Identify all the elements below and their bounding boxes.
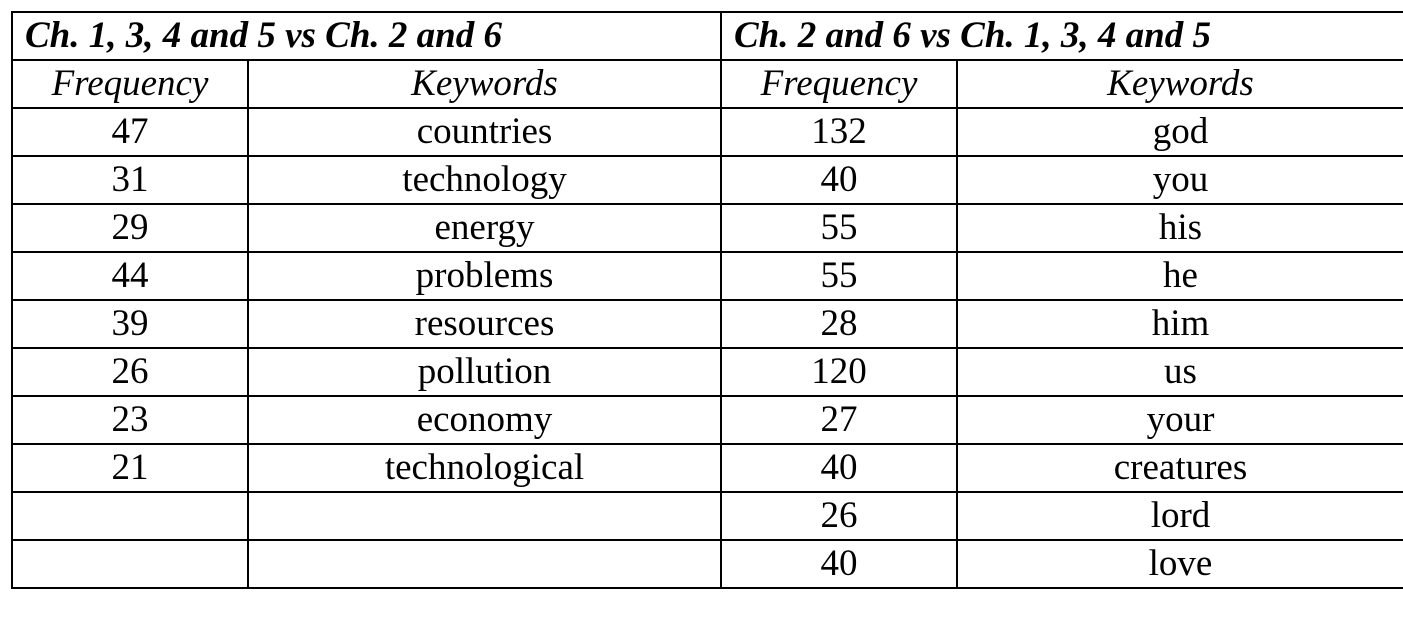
keyword-right-cell: god [957,108,1403,156]
table-row [12,300,1403,348]
keyword-left-cell: technology [248,156,721,204]
keyword-right-cell: you [957,156,1403,204]
table-row [12,204,1403,252]
table-body [12,12,1403,588]
column-header-keywords-right: Keywords [957,60,1403,108]
frequency-left-cell: 44 [12,252,248,300]
keyword-right-cell: he [957,252,1403,300]
frequency-right-cell: 132 [721,108,957,156]
keyword-left-cell [248,540,721,588]
group-header-row [12,12,1403,60]
frequency-left-cell: 31 [12,156,248,204]
frequency-right-cell: 120 [721,348,957,396]
keyword-frequency-table [11,11,1403,589]
frequency-right-cell: 26 [721,492,957,540]
table-row [12,108,1403,156]
frequency-right-cell: 40 [721,540,957,588]
keyword-right-cell: your [957,396,1403,444]
keyword-left-cell: resources [248,300,721,348]
frequency-left-cell: 21 [12,444,248,492]
frequency-left-cell [12,492,248,540]
frequency-right-cell: 40 [721,156,957,204]
frequency-right-cell: 27 [721,396,957,444]
table-row [12,444,1403,492]
keyword-left-cell: energy [248,204,721,252]
frequency-right-cell: 28 [721,300,957,348]
keyword-left-cell: problems [248,252,721,300]
group-header-left: Ch. 1, 3, 4 and 5 vs Ch. 2 and 6 [12,12,721,60]
frequency-left-cell: 29 [12,204,248,252]
group-header-right: Ch. 2 and 6 vs Ch. 1, 3, 4 and 5 [721,12,1403,60]
table-row [12,540,1403,588]
frequency-left-cell: 23 [12,396,248,444]
column-header-keywords-left: Keywords [248,60,721,108]
table-row [12,348,1403,396]
keyword-right-cell: love [957,540,1403,588]
frequency-right-cell: 55 [721,204,957,252]
frequency-right-cell: 40 [721,444,957,492]
keyword-left-cell: pollution [248,348,721,396]
table-row [12,396,1403,444]
keyword-right-cell: him [957,300,1403,348]
keyword-left-cell: technological [248,444,721,492]
keyword-right-cell: lord [957,492,1403,540]
column-header-frequency-left: Frequency [12,60,248,108]
keyword-right-cell: creatures [957,444,1403,492]
frequency-left-cell: 39 [12,300,248,348]
keyword-left-cell: countries [248,108,721,156]
table-row [12,492,1403,540]
table-row [12,156,1403,204]
column-header-frequency-right: Frequency [721,60,957,108]
frequency-left-cell [12,540,248,588]
frequency-left-cell: 47 [12,108,248,156]
column-header-row [12,60,1403,108]
frequency-left-cell: 26 [12,348,248,396]
frequency-right-cell: 55 [721,252,957,300]
table-row [12,252,1403,300]
keyword-right-cell: his [957,204,1403,252]
keyword-left-cell [248,492,721,540]
keyword-right-cell: us [957,348,1403,396]
keyword-left-cell: economy [248,396,721,444]
